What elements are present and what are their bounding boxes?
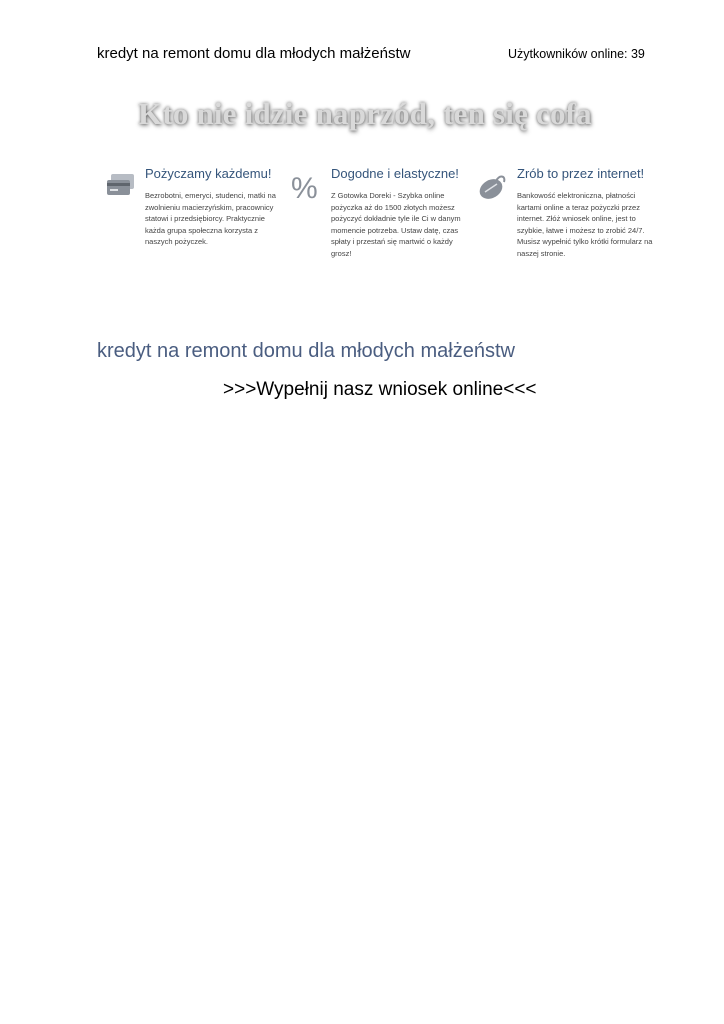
slogan-banner	[130, 96, 630, 140]
feature-title: Zrób to przez internet!	[517, 166, 645, 181]
feature-title: Dogodne i elastyczne!	[331, 166, 459, 181]
online-users-count: Użytkowników online: 39	[508, 47, 645, 61]
feature-title: Pożyczamy każdemu!	[145, 166, 272, 181]
apply-online-link[interactable]: >>>Wypełnij nasz wniosek online<<<	[223, 379, 537, 400]
mouse-icon	[476, 170, 508, 202]
credit-card-icon	[104, 170, 136, 202]
feature-text: Bankowość elektroniczna, płatności kartami online a teraz pożyczki przez internet. Złóż wniosek online, jest to szybkie, łatwe i możesz to zrobić 24/7. Musisz wypełnić tylko krótki formularz na naszej stronie.	[517, 191, 653, 258]
page-header-title: kredyt na remont domu dla młodych małżeństw	[97, 45, 411, 62]
svg-text:%: %	[291, 172, 318, 202]
features-row	[104, 166, 664, 266]
feature-text: Bezrobotni, emeryci, studenci, matki na zwolnieniu macierzyńskim, pracownicy statowi i przedsiębiorcy. Praktycznie każda grupa społeczna korzysta z naszych pożyczek.	[145, 191, 276, 247]
percent-icon	[290, 170, 322, 202]
feature-text: Z Gotowka Doreki - Szybka online pożyczka aż do 1500 złotych możesz pożyczyć dokładnie tyle ile Ci w danym momencie potrzeba. Ustaw datę, czas spłaty i przestań się martwić o każdy grosz!	[331, 191, 461, 258]
section-heading: kredyt na remont domu dla młodych małżeństw	[97, 340, 515, 362]
slogan-text: Kto nie idzie naprzód, ten się cofa	[138, 96, 592, 131]
